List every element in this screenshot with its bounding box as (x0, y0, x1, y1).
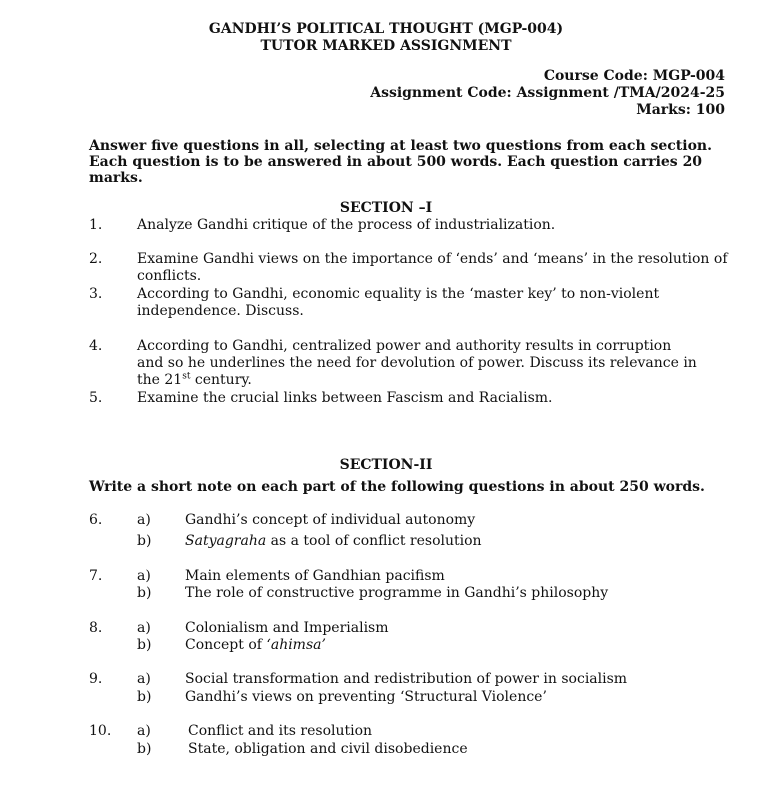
part-text-a: Main elements of Gandhian pacifism (185, 568, 445, 584)
part-text-b: Gandhi’s views on preventing ‘Structural Violence’ (185, 689, 547, 705)
part-text-b: The role of constructive programme in Gandhi’s philosophy (185, 585, 609, 601)
question-number: 1. (89, 217, 103, 233)
part-text-b (185, 637, 326, 654)
course-code: Course Code: MGP-004 (543, 68, 725, 84)
question-text: According to Gandhi, economic equality is the ‘master key’ to non-violent independence. Discuss. (137, 286, 660, 319)
part-text-b: State, obligation and civil disobedience (188, 741, 468, 757)
question-text-part: According to Gandhi, centralized power and authority results in corruption and so he underlines the need for devolution of power. Discuss its relevance in the 21 (137, 338, 697, 388)
question-text: Examine the crucial links between Fascism and Racialism. (137, 390, 553, 406)
document-subtitle: TUTOR MARKED ASSIGNMENT (260, 38, 512, 54)
question-text: Analyze Gandhi critique of the process of industrialization. (137, 217, 556, 233)
section-1-title: SECTION –I (339, 200, 433, 216)
question-text: Examine Gandhi views on the importance of ‘ends’ and ‘means’ in the resolution of conflicts. (137, 251, 728, 284)
part-label-b: b) (137, 533, 152, 549)
part-text-a: Social transformation and redistribution of power in socialism (185, 671, 628, 687)
superscript: st (182, 371, 191, 382)
question-number: 8. (89, 620, 103, 636)
part-text-pre: Concept of (185, 637, 267, 653)
question-text (137, 338, 697, 389)
part-label-a: a) (137, 671, 151, 687)
italic-term: ‘ahimsa’ (266, 637, 326, 653)
part-text-a: Conflict and its resolution (188, 723, 373, 739)
question-number: 7. (89, 568, 103, 584)
question-number: 10. (89, 723, 112, 739)
part-label-a: a) (137, 620, 151, 636)
part-label-b: b) (137, 689, 152, 705)
part-label-b: b) (137, 741, 152, 757)
part-text-rest: as a tool of conflict resolution (266, 533, 482, 549)
question-number: 5. (89, 390, 103, 406)
part-label-b: b) (137, 637, 152, 653)
part-text-b (185, 533, 482, 550)
question-text-part: century. (190, 372, 252, 388)
section-2-instruction: Write a short note on each part of the following questions in about 250 words. (89, 479, 705, 495)
part-label-b: b) (137, 585, 152, 601)
part-text-a: Gandhi’s concept of individual autonomy (185, 512, 476, 528)
question-number: 2. (89, 251, 103, 267)
marks: Marks: 100 (636, 102, 725, 118)
question-number: 3. (89, 286, 103, 302)
general-instructions: Answer five questions in all, selecting at least two questions from each section. Each question is to be answered in about 500 words. Each question carries 20 marks. (89, 138, 712, 186)
question-number: 4. (89, 338, 103, 354)
assignment-code: Assignment Code: Assignment /TMA/2024-25 (370, 85, 725, 101)
part-label-a: a) (137, 723, 151, 739)
part-label-a: a) (137, 568, 151, 584)
part-text-a: Colonialism and Imperialism (185, 620, 389, 636)
document-title: GANDHI’S POLITICAL THOUGHT (MGP-004) (208, 21, 564, 37)
section-2-title: SECTION-II (339, 457, 433, 473)
question-number: 9. (89, 671, 103, 687)
part-label-a: a) (137, 512, 151, 528)
italic-term: Satyagraha (185, 533, 267, 549)
question-number: 6. (89, 512, 103, 528)
